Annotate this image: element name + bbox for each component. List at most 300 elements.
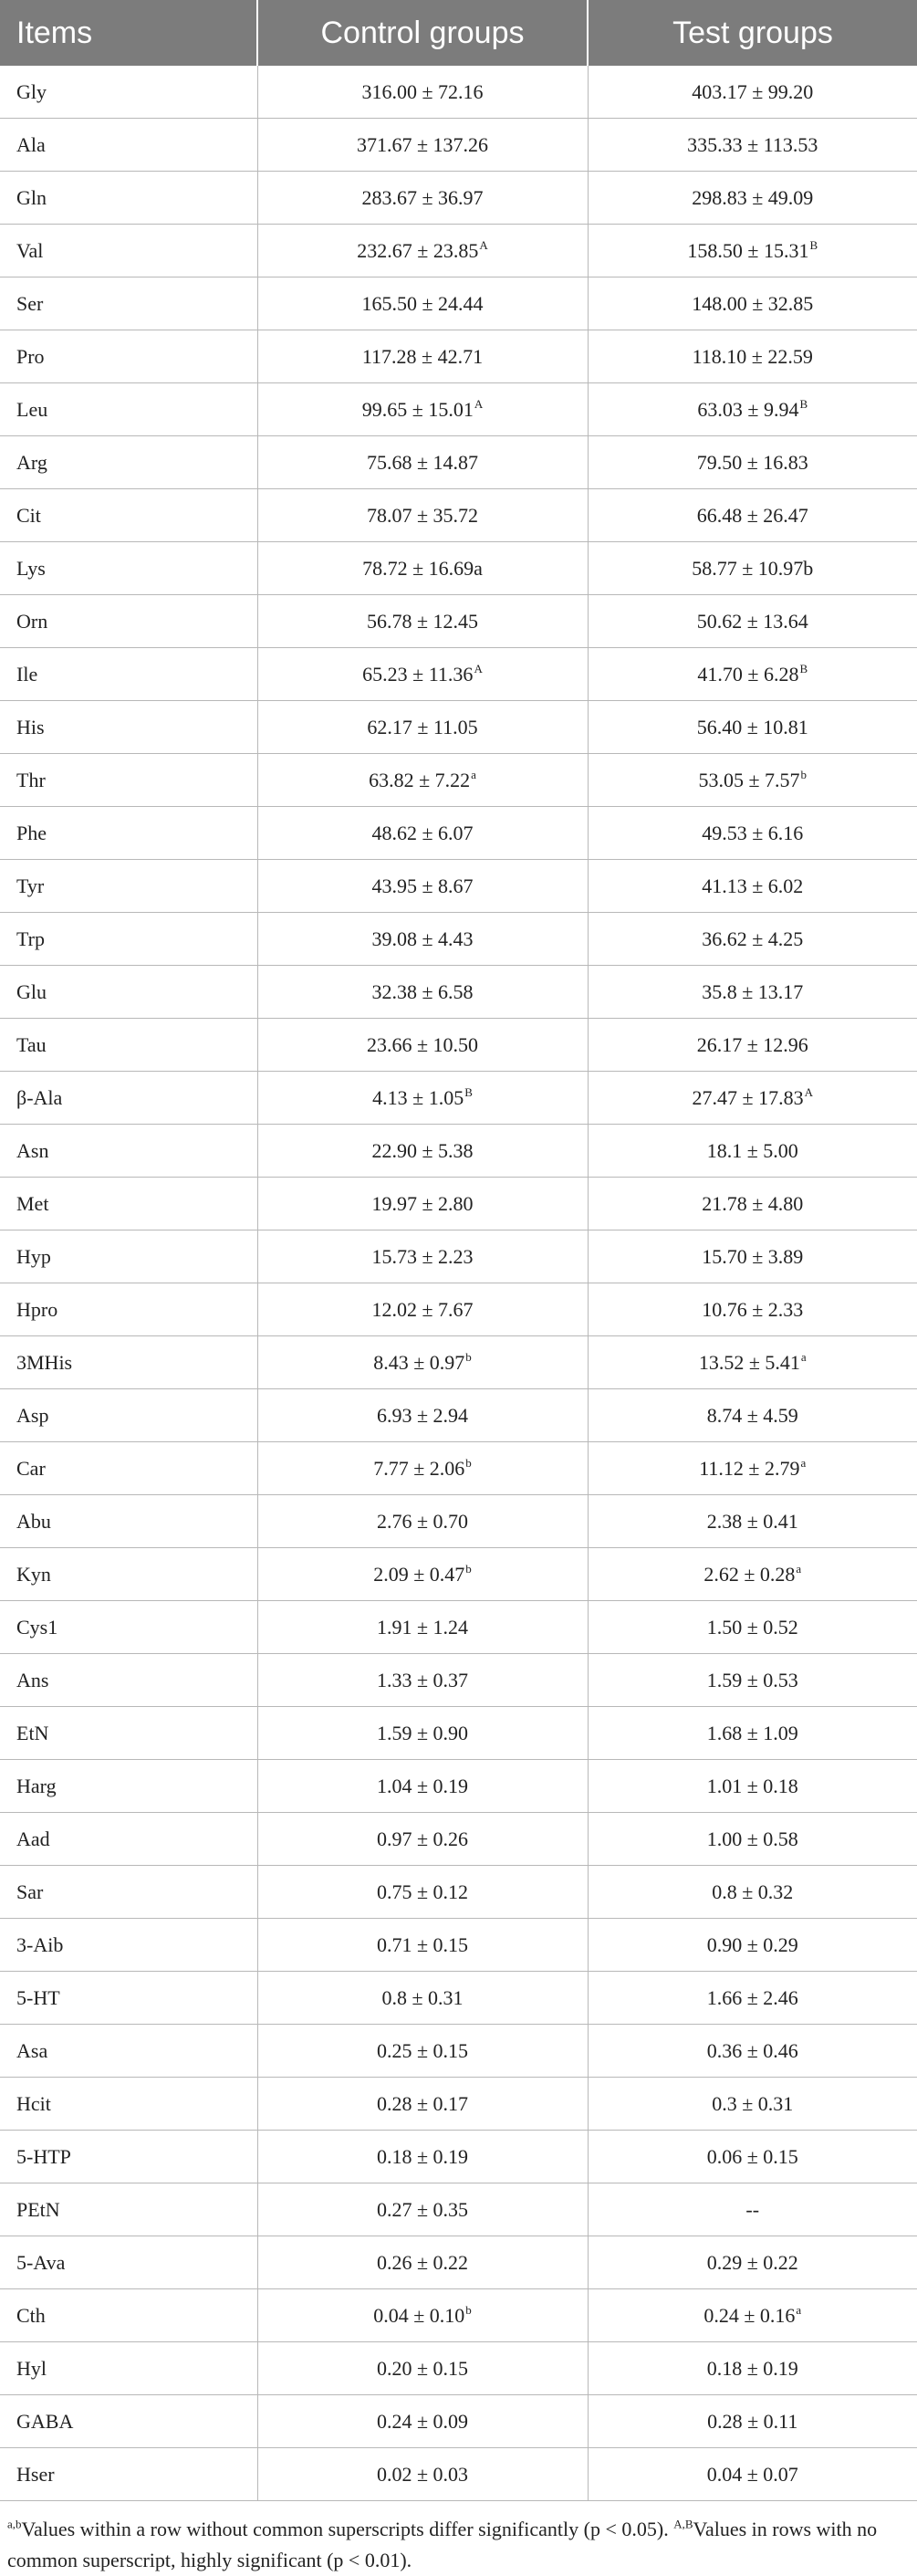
control-value-cell [257, 2448, 588, 2501]
item-cell: Trp [0, 913, 257, 966]
test-superscript: A [804, 1085, 813, 1100]
control-value: 0.25 ± 0.15 [376, 2038, 469, 2062]
control-value-cell [257, 1760, 588, 1813]
footnote [0, 2501, 917, 2576]
table-row [0, 1654, 917, 1707]
control-value-cell [257, 1601, 588, 1654]
control-value: 75.68 ± 14.87 [366, 450, 479, 474]
control-value: 0.26 ± 0.22 [376, 2250, 469, 2274]
control-value: 0.24 ± 0.09 [376, 2409, 469, 2433]
table-row [0, 966, 917, 1019]
control-value: 0.75 ± 0.12 [376, 1880, 469, 1903]
item-cell: Ile [0, 648, 257, 701]
control-value: 117.28 ± 42.71 [361, 344, 484, 368]
item-cell: Hpro [0, 1283, 257, 1336]
table-row [0, 648, 917, 701]
table-row [0, 2078, 917, 2131]
item-cell: Aad [0, 1813, 257, 1866]
test-value: 0.8 ± 0.32 [712, 1880, 794, 1903]
control-value-cell [257, 1230, 588, 1283]
test-value-cell [588, 2395, 917, 2448]
table-row [0, 383, 917, 436]
control-superscript: A [479, 238, 488, 253]
control-superscript: b [465, 1350, 472, 1365]
control-value: 15.73 ± 2.23 [371, 1244, 474, 1268]
item-cell: Hcit [0, 2078, 257, 2131]
test-value-cell [588, 2342, 917, 2395]
test-value-cell [588, 2289, 917, 2342]
control-value-cell [257, 595, 588, 648]
table-row [0, 2289, 917, 2342]
table-row [0, 913, 917, 966]
test-value-cell [588, 1125, 917, 1178]
test-value-cell [588, 225, 917, 277]
table-row [0, 1178, 917, 1230]
test-value-cell [588, 966, 917, 1019]
control-value-cell [257, 225, 588, 277]
table-row [0, 1972, 917, 2025]
footnote-text-upper: Values in rows with no common superscript, highly significant (p < 0.01). [7, 2518, 878, 2571]
table-row [0, 172, 917, 225]
item-cell: Ans [0, 1654, 257, 1707]
table-row [0, 860, 917, 913]
test-value-cell [588, 1019, 917, 1072]
control-value-cell [257, 277, 588, 330]
table-header [0, 0, 917, 66]
control-value: 7.77 ± 2.06 [373, 1456, 465, 1480]
header-test-groups: Test groups [588, 0, 917, 66]
item-cell: Hyp [0, 1230, 257, 1283]
control-superscript: b [465, 1562, 472, 1576]
footnote-text-lower: Values within a row without common superscripts differ significantly (p < 0.05). [21, 2518, 669, 2540]
test-value-cell [588, 436, 917, 489]
test-value-cell [588, 1495, 917, 1548]
test-value: 56.40 ± 10.81 [696, 715, 808, 738]
control-value-cell [257, 2078, 588, 2131]
test-value: 11.12 ± 2.79 [699, 1456, 800, 1480]
item-cell: Glu [0, 966, 257, 1019]
test-value: 0.36 ± 0.46 [706, 2038, 798, 2062]
table-row [0, 1442, 917, 1495]
test-value: 79.50 ± 16.83 [696, 450, 808, 474]
test-value-cell [588, 119, 917, 172]
test-value: 18.1 ± 5.00 [706, 1138, 798, 1162]
control-value: 22.90 ± 5.38 [371, 1138, 474, 1162]
control-value: 78.07 ± 35.72 [366, 503, 479, 527]
test-value: 41.13 ± 6.02 [702, 874, 804, 897]
item-cell: Asp [0, 1389, 257, 1442]
item-cell: Cit [0, 489, 257, 542]
table-row [0, 1548, 917, 1601]
test-value: 0.04 ± 0.07 [706, 2462, 798, 2486]
control-superscript: a [471, 768, 476, 782]
test-value-cell [588, 1548, 917, 1601]
control-value: 0.28 ± 0.17 [376, 2091, 469, 2115]
control-value: 43.95 ± 8.67 [371, 874, 474, 897]
control-value: 63.82 ± 7.22 [369, 768, 471, 791]
test-value: 0.3 ± 0.31 [712, 2091, 794, 2115]
control-value-cell [257, 436, 588, 489]
item-cell: Tau [0, 1019, 257, 1072]
item-cell: 3-Aib [0, 1919, 257, 1972]
test-value-cell [588, 383, 917, 436]
control-value-cell [257, 489, 588, 542]
test-value: 58.77 ± 10.97b [692, 556, 814, 580]
test-value-cell [588, 330, 917, 383]
test-value: 1.59 ± 0.53 [706, 1668, 798, 1691]
test-value-cell [588, 2183, 917, 2236]
test-value-cell [588, 1707, 917, 1760]
item-cell: His [0, 701, 257, 754]
test-value: 158.50 ± 15.31 [687, 238, 809, 262]
test-value: 63.03 ± 9.94 [697, 397, 799, 421]
item-cell: Phe [0, 807, 257, 860]
table-row [0, 1389, 917, 1442]
table-row [0, 807, 917, 860]
table-row [0, 1866, 917, 1919]
control-value-cell [257, 648, 588, 701]
test-value-cell [588, 1389, 917, 1442]
item-cell: Asa [0, 2025, 257, 2078]
item-cell: 3MHis [0, 1336, 257, 1389]
test-value: 403.17 ± 99.20 [692, 79, 814, 103]
table-row [0, 1125, 917, 1178]
table-row [0, 277, 917, 330]
control-value: 23.66 ± 10.50 [366, 1032, 479, 1056]
item-cell: Ala [0, 119, 257, 172]
table-row [0, 489, 917, 542]
control-value: 39.08 ± 4.43 [371, 927, 474, 950]
test-value: 1.50 ± 0.52 [706, 1615, 798, 1639]
table-row [0, 1072, 917, 1125]
test-value: 0.28 ± 0.11 [707, 2409, 798, 2433]
control-value-cell [257, 2289, 588, 2342]
test-value-cell [588, 701, 917, 754]
control-value-cell [257, 2131, 588, 2183]
control-value: 1.04 ± 0.19 [376, 1774, 469, 1797]
table-row [0, 701, 917, 754]
item-cell: Hser [0, 2448, 257, 2501]
control-value-cell [257, 913, 588, 966]
header-items: Items [0, 0, 257, 66]
test-superscript: b [800, 768, 808, 782]
test-value: 1.66 ± 2.46 [706, 1985, 798, 2009]
item-cell: EtN [0, 1707, 257, 1760]
control-value-cell [257, 66, 588, 119]
item-cell: Ser [0, 277, 257, 330]
item-cell: Abu [0, 1495, 257, 1548]
item-cell: Thr [0, 754, 257, 807]
control-value-cell [257, 1178, 588, 1230]
test-value-cell [588, 489, 917, 542]
table-row [0, 1019, 917, 1072]
test-value-cell [588, 1760, 917, 1813]
table-row [0, 1283, 917, 1336]
test-value: 10.76 ± 2.33 [702, 1297, 804, 1321]
control-value-cell [257, 1019, 588, 1072]
control-value-cell [257, 1972, 588, 2025]
control-value: 4.13 ± 1.05 [372, 1085, 464, 1109]
control-superscript: A [474, 662, 483, 676]
item-cell: Sar [0, 1866, 257, 1919]
test-value-cell [588, 2236, 917, 2289]
control-value-cell [257, 754, 588, 807]
test-value: 335.33 ± 113.53 [687, 132, 818, 156]
test-value: 0.18 ± 0.19 [706, 2356, 798, 2380]
control-value-cell [257, 2342, 588, 2395]
test-value: 2.62 ± 0.28 [703, 1562, 796, 1586]
test-value-cell [588, 1654, 917, 1707]
table-row [0, 1813, 917, 1866]
test-value-cell [588, 1336, 917, 1389]
control-value: 316.00 ± 72.16 [361, 79, 484, 103]
table-row [0, 1707, 917, 1760]
control-value: 32.38 ± 6.58 [371, 979, 474, 1003]
table-row [0, 330, 917, 383]
item-cell: Cys1 [0, 1601, 257, 1654]
test-superscript: B [799, 397, 808, 412]
control-value-cell [257, 2236, 588, 2289]
test-value-cell [588, 1283, 917, 1336]
table-row [0, 754, 917, 807]
item-cell: Met [0, 1178, 257, 1230]
control-value: 0.97 ± 0.26 [376, 1827, 469, 1850]
table-row [0, 1495, 917, 1548]
test-value: 15.70 ± 3.89 [702, 1244, 804, 1268]
control-value: 0.8 ± 0.31 [381, 1985, 464, 2009]
control-value: 48.62 ± 6.07 [371, 821, 474, 844]
control-superscript: b [465, 2303, 472, 2318]
test-value: 49.53 ± 6.16 [702, 821, 804, 844]
test-value-cell [588, 1813, 917, 1866]
control-value: 232.67 ± 23.85 [357, 238, 479, 262]
control-value-cell [257, 1548, 588, 1601]
test-value: 35.8 ± 13.17 [702, 979, 804, 1003]
item-cell: Arg [0, 436, 257, 489]
test-value-cell [588, 754, 917, 807]
control-value-cell [257, 1813, 588, 1866]
test-value-cell [588, 1972, 917, 2025]
control-value: 0.71 ± 0.15 [376, 1932, 469, 1956]
test-value: 2.38 ± 0.41 [706, 1509, 798, 1533]
item-cell: GABA [0, 2395, 257, 2448]
control-value-cell [257, 1389, 588, 1442]
test-superscript: a [796, 1562, 802, 1576]
test-value-cell [588, 648, 917, 701]
item-cell: Cth [0, 2289, 257, 2342]
test-value-cell [588, 595, 917, 648]
control-value: 19.97 ± 2.80 [371, 1191, 474, 1215]
control-superscript: b [465, 1456, 472, 1471]
control-value: 62.17 ± 11.05 [367, 715, 478, 738]
table-row [0, 436, 917, 489]
control-value-cell [257, 172, 588, 225]
item-cell: Kyn [0, 1548, 257, 1601]
test-value: 26.17 ± 12.96 [696, 1032, 808, 1056]
table-body [0, 66, 917, 2501]
table-row [0, 1601, 917, 1654]
control-superscript: A [474, 397, 484, 412]
table-row [0, 1919, 917, 1972]
control-value: 165.50 ± 24.44 [361, 291, 484, 315]
control-value-cell [257, 966, 588, 1019]
test-value-cell [588, 2025, 917, 2078]
test-value-cell [588, 542, 917, 595]
item-cell: β-Ala [0, 1072, 257, 1125]
test-value: 8.74 ± 4.59 [706, 1403, 798, 1427]
footnote-superscript-lower: a,b [7, 2517, 22, 2531]
table-row [0, 66, 917, 119]
test-value: 118.10 ± 22.59 [692, 344, 813, 368]
test-value-cell [588, 2448, 917, 2501]
table-row [0, 2448, 917, 2501]
control-value-cell [257, 1654, 588, 1707]
test-value-cell [588, 2131, 917, 2183]
control-value-cell [257, 1072, 588, 1125]
control-value-cell [257, 1442, 588, 1495]
item-cell: Leu [0, 383, 257, 436]
control-value: 8.43 ± 0.97 [373, 1350, 465, 1374]
table-row [0, 2236, 917, 2289]
control-value-cell [257, 1866, 588, 1919]
item-cell: Lys [0, 542, 257, 595]
test-value: 1.68 ± 1.09 [706, 1721, 798, 1744]
control-value: 0.27 ± 0.35 [376, 2197, 469, 2221]
table-row [0, 595, 917, 648]
test-value-cell [588, 1601, 917, 1654]
test-value-cell [588, 1866, 917, 1919]
test-value: 27.47 ± 17.83 [692, 1085, 804, 1109]
table-row [0, 1760, 917, 1813]
control-value-cell [257, 807, 588, 860]
test-value-cell [588, 1178, 917, 1230]
test-value: 50.62 ± 13.64 [696, 609, 808, 633]
test-value: 36.62 ± 4.25 [702, 927, 804, 950]
test-value: 66.48 ± 26.47 [696, 503, 808, 527]
item-cell: Asn [0, 1125, 257, 1178]
table-row [0, 2025, 917, 2078]
item-cell: Car [0, 1442, 257, 1495]
table-row [0, 2342, 917, 2395]
test-superscript: a [800, 1456, 807, 1471]
test-value: 0.06 ± 0.15 [706, 2144, 798, 2168]
test-value-cell [588, 860, 917, 913]
control-value: 1.33 ± 0.37 [376, 1668, 469, 1691]
test-value-cell [588, 913, 917, 966]
control-value-cell [257, 542, 588, 595]
control-value-cell [257, 1125, 588, 1178]
control-value: 1.59 ± 0.90 [376, 1721, 469, 1744]
control-value: 56.78 ± 12.45 [366, 609, 479, 633]
item-cell: 5-HT [0, 1972, 257, 2025]
control-value-cell [257, 2395, 588, 2448]
control-value: 0.20 ± 0.15 [376, 2356, 469, 2380]
control-value-cell [257, 330, 588, 383]
test-value: 41.70 ± 6.28 [697, 662, 799, 686]
test-value-cell [588, 807, 917, 860]
test-value: 0.29 ± 0.22 [706, 2250, 798, 2274]
control-value: 283.67 ± 36.97 [361, 185, 484, 209]
control-value-cell [257, 1283, 588, 1336]
control-value-cell [257, 1919, 588, 1972]
control-value-cell [257, 1495, 588, 1548]
item-cell: Tyr [0, 860, 257, 913]
control-value-cell [257, 2183, 588, 2236]
test-value: 1.01 ± 0.18 [706, 1774, 798, 1797]
control-value: 0.18 ± 0.19 [376, 2144, 469, 2168]
table-row [0, 2131, 917, 2183]
table-row [0, 2395, 917, 2448]
test-value-cell [588, 172, 917, 225]
control-superscript: B [464, 1085, 473, 1100]
test-value-cell [588, 1919, 917, 1972]
test-value: 298.83 ± 49.09 [692, 185, 814, 209]
table-row [0, 225, 917, 277]
test-value-cell [588, 277, 917, 330]
control-value: 0.04 ± 0.10 [373, 2303, 465, 2327]
control-value: 2.09 ± 0.47 [373, 1562, 465, 1586]
test-value-cell [588, 1072, 917, 1125]
item-cell: Gly [0, 66, 257, 119]
control-value: 12.02 ± 7.67 [371, 1297, 474, 1321]
test-value: 13.52 ± 5.41 [698, 1350, 800, 1374]
test-superscript: a [796, 2303, 802, 2318]
table-row [0, 2183, 917, 2236]
test-value: 21.78 ± 4.80 [702, 1191, 804, 1215]
test-value: 148.00 ± 32.85 [692, 291, 814, 315]
item-cell: Gln [0, 172, 257, 225]
control-value-cell [257, 2025, 588, 2078]
control-value: 1.91 ± 1.24 [376, 1615, 469, 1639]
table-row [0, 1336, 917, 1389]
item-cell: 5-HTP [0, 2131, 257, 2183]
item-cell: Pro [0, 330, 257, 383]
test-value-cell [588, 1442, 917, 1495]
test-value: 1.00 ± 0.58 [706, 1827, 798, 1850]
item-cell: Orn [0, 595, 257, 648]
control-value-cell [257, 119, 588, 172]
test-value-cell [588, 1230, 917, 1283]
control-value-cell [257, 701, 588, 754]
control-value: 2.76 ± 0.70 [376, 1509, 469, 1533]
control-value: 0.02 ± 0.03 [376, 2462, 469, 2486]
control-value: 6.93 ± 2.94 [376, 1403, 469, 1427]
table-row [0, 542, 917, 595]
control-value: 78.72 ± 16.69a [362, 556, 483, 580]
control-value-cell [257, 860, 588, 913]
control-value-cell [257, 1336, 588, 1389]
item-cell: Hyl [0, 2342, 257, 2395]
table-row [0, 1230, 917, 1283]
item-cell: Val [0, 225, 257, 277]
control-value: 99.65 ± 15.01 [361, 397, 474, 421]
test-value-cell [588, 66, 917, 119]
test-value: 0.90 ± 0.29 [706, 1932, 798, 1956]
control-value: 371.67 ± 137.26 [356, 132, 489, 156]
item-cell: 5-Ava [0, 2236, 257, 2289]
control-value-cell [257, 383, 588, 436]
test-superscript: B [809, 238, 818, 253]
test-value: -- [745, 2197, 760, 2221]
test-value: 0.24 ± 0.16 [703, 2303, 796, 2327]
test-value: 53.05 ± 7.57 [698, 768, 800, 791]
header-control-groups: Control groups [257, 0, 588, 66]
item-cell: Harg [0, 1760, 257, 1813]
control-value: 65.23 ± 11.36 [362, 662, 474, 686]
test-superscript: a [800, 1350, 807, 1365]
test-value-cell [588, 2078, 917, 2131]
test-superscript: B [799, 662, 808, 676]
